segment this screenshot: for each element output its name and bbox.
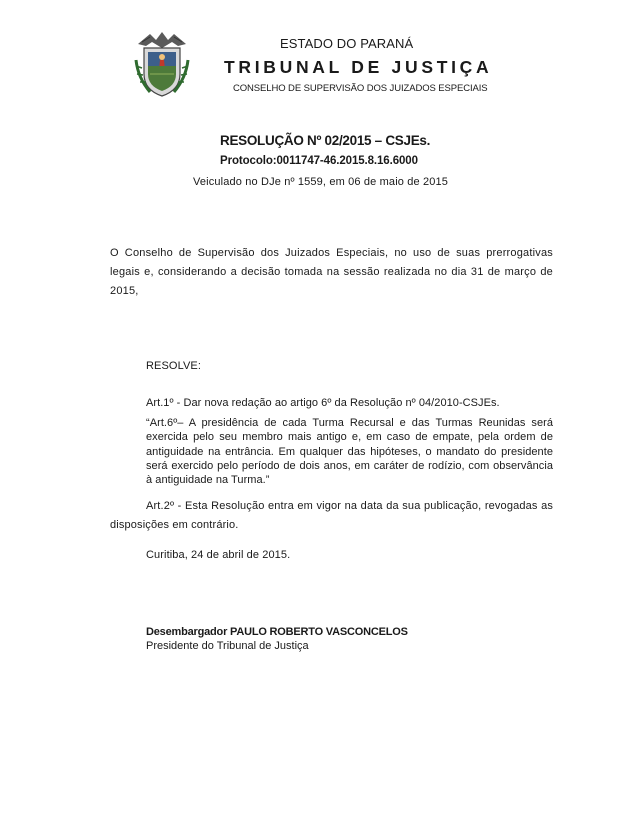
article-1: Art.1º - Dar nova redação ao artigo 6º da Resolução nº 04/2010-CSJEs. xyxy=(146,397,500,409)
resolve-heading: RESOLVE: xyxy=(146,360,202,372)
article-1-quote: “Art.6º– A presidência de cada Turma Recursal e das Turmas Reunidas será exercida pelo seu membro mais antigo e, em caso de empate, pela ordem de antiguidade na entrância. Em qualquer das hipóteses, o mandato do presidente será exercido pelo período de dois anos, em caráter de rodízio, com observância à antiguidade na Turma.” xyxy=(146,417,553,487)
article-2: Art.2º - Esta Resolução entra em vigor na data da sua publicação, revogadas as disposições em contrário. xyxy=(110,500,553,531)
resolution-publication: Veiculado no DJe nº 1559, em 06 de maio de 2015 xyxy=(193,176,449,188)
resolution-title: RESOLUÇÃO Nº 02/2015 – CSJEs. xyxy=(220,133,431,148)
signature-name: Desembargador PAULO ROBERTO VASCONCELOS xyxy=(146,626,408,638)
place-date: Curitiba, 24 de abril de 2015. xyxy=(146,549,291,561)
signature-role: Presidente do Tribunal de Justiça xyxy=(146,640,309,652)
header-state: ESTADO DO PARANÁ xyxy=(280,36,414,51)
header-court-name: TRIBUNAL DE JUSTIÇA xyxy=(224,57,493,77)
resolution-protocol: Protocolo:0011747-46.2015.8.16.6000 xyxy=(220,155,418,167)
intro-paragraph: O Conselho de Supervisão dos Juizados Especiais, no uso de suas prerrogativas legais e, considerando a decisão tomada na sessão realizada no dia 31 de março de 2015, xyxy=(110,247,553,297)
header-council-name: CONSELHO DE SUPERVISÃO DOS JUIZADOS ESPECIAIS xyxy=(233,83,488,94)
parana-coat-of-arms-icon xyxy=(130,30,194,98)
